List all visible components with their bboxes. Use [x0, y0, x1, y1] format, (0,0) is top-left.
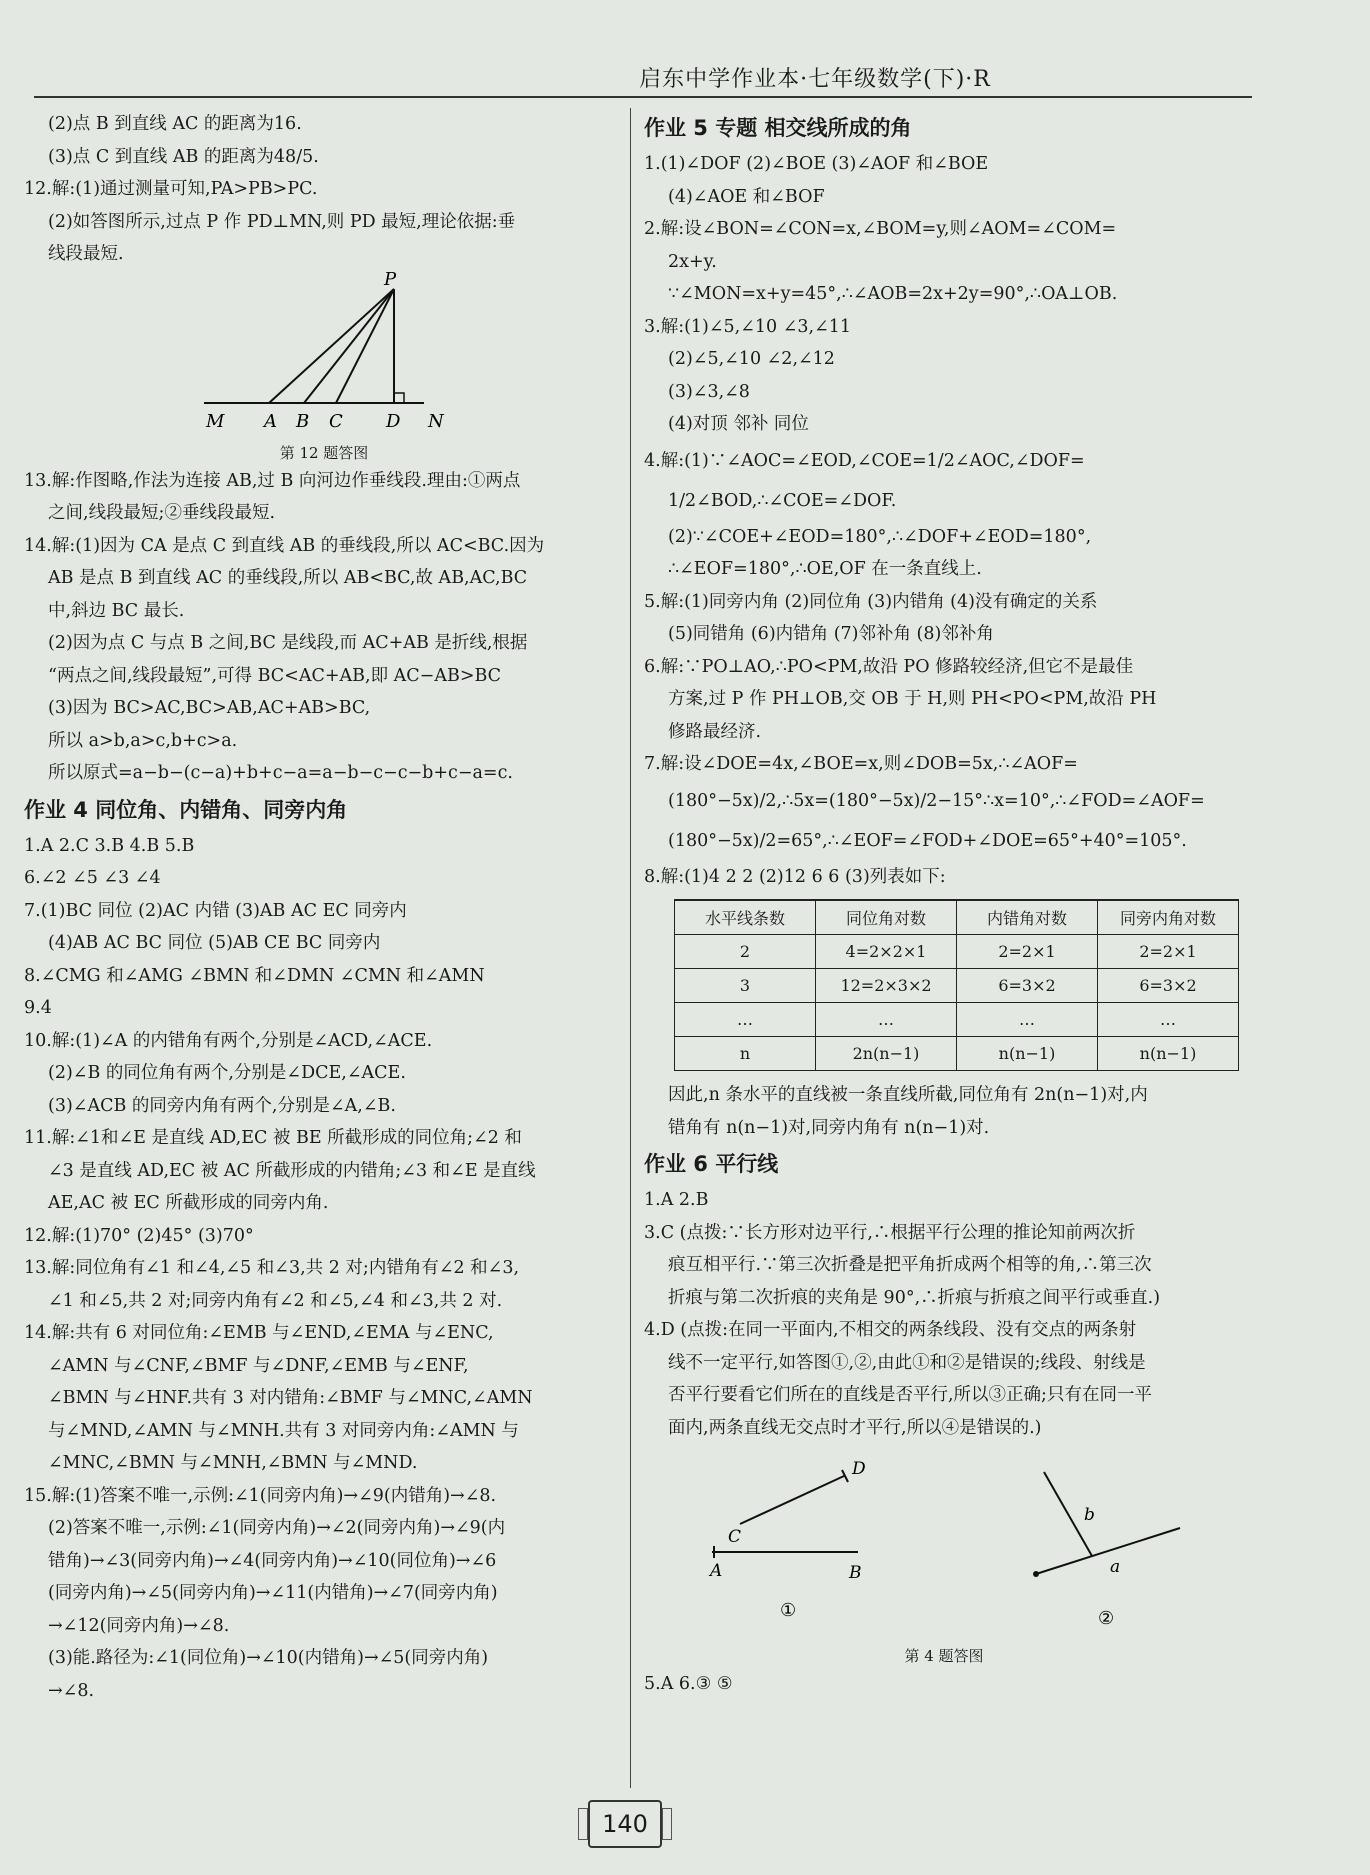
answer-line: 1/2∠BOD,∴∠COE=∠DOF. — [668, 490, 897, 511]
answer-line: (2)点 B 到直线 AC 的距离为16. — [48, 114, 302, 134]
answer-line: 2.解:设∠BON=∠CON=x,∠BOM=y,则∠AOM=∠COM= — [644, 219, 1117, 239]
table-cell: … — [675, 1003, 816, 1037]
label-figure-2: ② — [1098, 1608, 1115, 1629]
table-row — [675, 935, 1239, 969]
answer-line: (3)能.路径为:∠1(同位角)→∠10(内错角)→∠5(同旁内角) — [48, 1648, 489, 1668]
table-cell: 12=2×3×2 — [816, 969, 957, 1003]
table-row — [675, 969, 1239, 1003]
answer-line: →∠12(同旁内角)→∠8. — [48, 1615, 230, 1636]
label-a: A — [264, 410, 277, 432]
label-m: M — [206, 410, 225, 432]
figure-q12-drawing — [24, 271, 624, 441]
table-cell: 2=2×1 — [1098, 935, 1239, 969]
answer-line: 3.C (点拨:∵长方形对边平行,∴根据平行公理的推论知前两次折 — [644, 1222, 1136, 1243]
answer-line: (2)答案不唯一,示例:∠1(同旁内角)→∠2(同旁内角)→∠9(内 — [48, 1518, 506, 1538]
answer-line: 所以 a>b,a>c,b+c>a. — [48, 730, 238, 751]
answer-line: (5)同错角 (6)内错角 (7)邻补角 (8)邻补角 — [668, 624, 994, 644]
table-cell: 2=2×1 — [957, 935, 1098, 969]
answer-line: ∠MNC,∠BMN 与∠MNH,∠BMN 与∠MND. — [48, 1453, 418, 1473]
answer-line: 13.解:同位角有∠1 和∠4,∠5 和∠3,共 2 对;内错角有∠2 和∠3, — [24, 1258, 520, 1278]
answer-line: 5.A 6.③ ⑤ — [644, 1674, 733, 1694]
left-column — [24, 108, 624, 1707]
table-header: 同旁内角对数 — [1098, 900, 1239, 935]
header-title: 启东中学作业本·七年级数学(下)·R — [639, 67, 991, 92]
answer-line: (4)∠AOE 和∠BOF — [668, 186, 825, 207]
answer-line: 7.解:设∠DOE=4x,∠BOE=x,则∠DOB=5x,∴∠AOF= — [644, 754, 1078, 774]
answer-line: 12.解:(1)70° (2)45° (3)70° — [24, 1225, 254, 1246]
answer-line: 9.4 — [24, 998, 52, 1018]
segment-pb — [304, 289, 394, 403]
column-divider — [630, 108, 631, 1788]
answer-line: 否平行要看它们所在的直线是否平行,所以③正确;只有在同一平 — [668, 1385, 1152, 1405]
table-cell: … — [816, 1003, 957, 1037]
answer-line: ∴∠EOF=180°,∴OE,OF 在一条直线上. — [668, 559, 982, 579]
answer-line: (4)对顶 邻补 同位 — [668, 414, 809, 434]
answer-line: 4.解:(1)∵∠AOC=∠EOD,∠COE=1/2∠AOC,∠DOF= — [644, 450, 1085, 471]
answer-line: (2)∠5,∠10 ∠2,∠12 — [668, 349, 835, 369]
figure-q4-drawing — [644, 1444, 1244, 1644]
answer-line: 14.解:(1)因为 CA 是点 C 到直线 AB 的垂线段,所以 AC<BC.因为 — [24, 535, 545, 556]
label-c: C — [329, 410, 343, 432]
answer-line: 之间,线段最短;②垂线段最短. — [48, 503, 276, 523]
answer-line: 线不一定平行,如答图①,②,由此①和②是错误的;线段、射线是 — [668, 1352, 1146, 1373]
segment-cd — [740, 1476, 844, 1524]
answer-line: (180°−5x)/2,∴5x=(180°−5x)/2−15°∴x=10°,∴∠FOD=∠AOF= — [668, 790, 1205, 811]
answer-line: (2)∵∠COE+∠EOD=180°,∴∠DOF+∠EOD=180°, — [668, 526, 1092, 547]
answer-line: 7.(1)BC 同位 (2)AC 内错 (3)AB AC EC 同旁内 — [24, 900, 407, 921]
label-b: B — [849, 1563, 862, 1583]
answer-line: 与∠MND,∠AMN 与∠MNH.共有 3 对同旁内角:∠AMN 与 — [48, 1420, 519, 1441]
page-number: 140 — [588, 1800, 662, 1848]
segment-pc — [336, 289, 394, 403]
answer-line: AB 是点 B 到直线 AC 的垂线段,所以 AB<BC,故 AB,AC,BC — [48, 568, 528, 588]
figure-caption: 第 12 题答图 — [279, 443, 369, 462]
section-heading-hw4: 作业 4 同位角、内错角、同旁内角 — [24, 797, 348, 822]
answer-line: 5.解:(1)同旁内角 (2)同位角 (3)内错角 (4)没有确定的关系 — [644, 591, 1098, 612]
label-figure-1: ① — [780, 1600, 797, 1621]
label-b: B — [296, 410, 310, 432]
answer-line: 所以原式=a−b−(c−a)+b+c−a=a−b−c−c−b+c−a=c. — [48, 763, 513, 783]
answer-line: 1.A 2.B — [644, 1190, 709, 1210]
answer-line: (4)AB AC BC 同位 (5)AB CE BC 同旁内 — [48, 933, 381, 953]
answer-line: (2)如答图所示,过点 P 作 PD⊥MN,则 PD 最短,理论依据:垂 — [48, 211, 516, 232]
table-cell: n — [675, 1037, 816, 1071]
table-cell: 4=2×2×1 — [816, 935, 957, 969]
header-rule — [34, 96, 1252, 98]
answer-line: (3)因为 BC>AC,BC>AB,AC+AB>BC, — [48, 698, 371, 718]
answer-line: 1.(1)∠DOF (2)∠BOE (3)∠AOF 和∠BOE — [644, 154, 989, 174]
table-header: 水平线条数 — [675, 900, 816, 935]
answer-line: ∵∠MON=x+y=45°,∴∠AOB=2x+2y=90°,∴OA⊥OB. — [668, 284, 1118, 304]
table-cell: n(n−1) — [957, 1037, 1098, 1071]
figure-caption: 第 4 题答图 — [904, 1647, 984, 1665]
answer-line: ∠3 是直线 AD,EC 被 AC 所截形成的内错角;∠3 和∠E 是直线 — [48, 1160, 536, 1181]
answer-line: 修路最经济. — [668, 721, 762, 742]
answer-line: ∠1 和∠5,共 2 对;同旁内角有∠2 和∠5,∠4 和∠3,共 2 对. — [48, 1290, 503, 1311]
table-cell: 3 — [675, 969, 816, 1003]
answer-line: 11.解:∠1和∠E 是直线 AD,EC 被 BE 所截形成的同位角;∠2 和 — [24, 1128, 522, 1148]
ray-a-endpoint — [1033, 1571, 1039, 1577]
answer-line: 线段最短. — [48, 244, 124, 264]
table-header: 同位角对数 — [816, 900, 957, 935]
answer-line: AE,AC 被 EC 所截形成的同旁内角. — [48, 1193, 329, 1213]
answer-line: 中,斜边 BC 最长. — [48, 600, 185, 621]
answer-line: 方案,过 P 作 PH⊥OB,交 OB 于 H,则 PH<PO<PM,故沿 PH — [668, 689, 1157, 709]
right-column — [644, 108, 1252, 1701]
label-p: P — [384, 270, 397, 290]
answer-line: 4.D (点拨:在同一平面内,不相交的两条线段、没有交点的两条射 — [644, 1320, 1137, 1340]
answer-line: (2)∠B 的同位角有两个,分别是∠DCE,∠ACE. — [48, 1063, 406, 1083]
answer-line: 错角)→∠3(同旁内角)→∠4(同旁内角)→∠10(同位角)→∠6 — [48, 1550, 497, 1571]
answer-line: (2)因为点 C 与点 B 之间,BC 是线段,而 AC+AB 是折线,根据 — [48, 633, 528, 653]
answer-line: 错角有 n(n−1)对,同旁内角有 n(n−1)对. — [668, 1117, 990, 1138]
answer-line: (3)点 C 到直线 AB 的距离为48/5. — [48, 146, 319, 167]
label-c: C — [728, 1527, 742, 1547]
table-header-row — [675, 900, 1239, 935]
answer-line: “两点之间,线段最短”,可得 BC<AC+AB,即 AC−AB>BC — [48, 665, 502, 686]
answer-line: (3)∠3,∠8 — [668, 381, 750, 402]
table-cell: … — [957, 1003, 1098, 1037]
answer-line: 14.解:共有 6 对同位角:∠EMB 与∠END,∠EMA 与∠ENC, — [24, 1323, 494, 1343]
table-header: 内错角对数 — [957, 900, 1098, 935]
answer-line: 3.解:(1)∠5,∠10 ∠3,∠11 — [644, 316, 852, 337]
answer-line: (同旁内角)→∠5(同旁内角)→∠11(内错角)→∠7(同旁内角) — [48, 1583, 498, 1603]
answer-line: 2x+y. — [668, 251, 717, 272]
answer-table — [674, 899, 1239, 1071]
answer-line: ∠AMN 与∠CNF,∠BMF 与∠DNF,∠EMB 与∠ENF, — [48, 1355, 469, 1376]
answer-line: 15.解:(1)答案不唯一,示例:∠1(同旁内角)→∠9(内错角)→∠8. — [24, 1485, 497, 1506]
label-n: N — [428, 410, 444, 432]
answer-line: 6.解:∵PO⊥AO,∴PO<PM,故沿 PO 修路较经济,但它不是最佳 — [644, 656, 1134, 677]
label-a: A — [710, 1561, 723, 1581]
table-cell: n(n−1) — [1098, 1037, 1239, 1071]
figure-q12 — [24, 271, 624, 465]
label-b-line: b — [1084, 1505, 1095, 1525]
table-row — [675, 1003, 1239, 1037]
table-cell: 2n(n−1) — [816, 1037, 957, 1071]
answer-line: →∠8. — [48, 1680, 95, 1701]
label-d: D — [386, 410, 401, 432]
table-cell: 6=3×2 — [1098, 969, 1239, 1003]
answer-line: 因此,n 条水平的直线被一条直线所截,同位角有 2n(n−1)对,内 — [668, 1085, 1148, 1105]
ray-a — [1036, 1528, 1180, 1574]
figure-q4 — [644, 1444, 1252, 1668]
answer-line: ∠BMN 与∠HNF.共有 3 对内错角:∠BMF 与∠MNC,∠AMN — [48, 1388, 533, 1408]
answer-line: 12.解:(1)通过测量可知,PA>PB>PC. — [24, 179, 318, 199]
section-heading-hw6: 作业 6 平行线 — [644, 1152, 779, 1176]
answer-line: 10.解:(1)∠A 的内错角有两个,分别是∠ACD,∠ACE. — [24, 1030, 433, 1051]
answer-line: 8.∠CMG 和∠AMG ∠BMN 和∠DMN ∠CMN 和∠AMN — [24, 965, 485, 986]
answer-line: (3)∠ACB 的同旁内角有两个,分别是∠A,∠B. — [48, 1095, 396, 1116]
segment-pa — [269, 289, 394, 403]
table-cell: … — [1098, 1003, 1239, 1037]
answer-line: 8.解:(1)4 2 2 (2)12 6 6 (3)列表如下: — [644, 866, 946, 887]
section-heading-hw5: 作业 5 专题 相交线所成的角 — [644, 116, 912, 140]
table-row — [675, 1037, 1239, 1071]
table-cell: 6=3×2 — [957, 969, 1098, 1003]
answer-line: 面内,两条直线无交点时才平行,所以④是错误的.) — [668, 1417, 1042, 1438]
answer-line: 1.A 2.C 3.B 4.B 5.B — [24, 835, 195, 856]
answer-line: (180°−5x)/2=65°,∴∠EOF=∠FOD+∠DOE=65°+40°=105°. — [668, 830, 1187, 851]
answer-line: 折痕与第二次折痕的夹角是 90°,∴折痕与折痕之间平行或垂直.) — [668, 1287, 1161, 1308]
answer-line: 13.解:作图略,作法为连接 AB,过 B 向河边作垂线段.理由:①两点 — [24, 470, 521, 491]
table-cell: 2 — [675, 935, 816, 969]
right-angle-mark — [394, 393, 404, 403]
answer-line: 痕互相平行.∵第三次折叠是把平角折成两个相等的角,∴第三次 — [668, 1255, 1152, 1275]
label-d: D — [852, 1459, 866, 1479]
answer-line: 6.∠2 ∠5 ∠3 ∠4 — [24, 868, 161, 888]
label-a-line: a — [1110, 1557, 1121, 1577]
